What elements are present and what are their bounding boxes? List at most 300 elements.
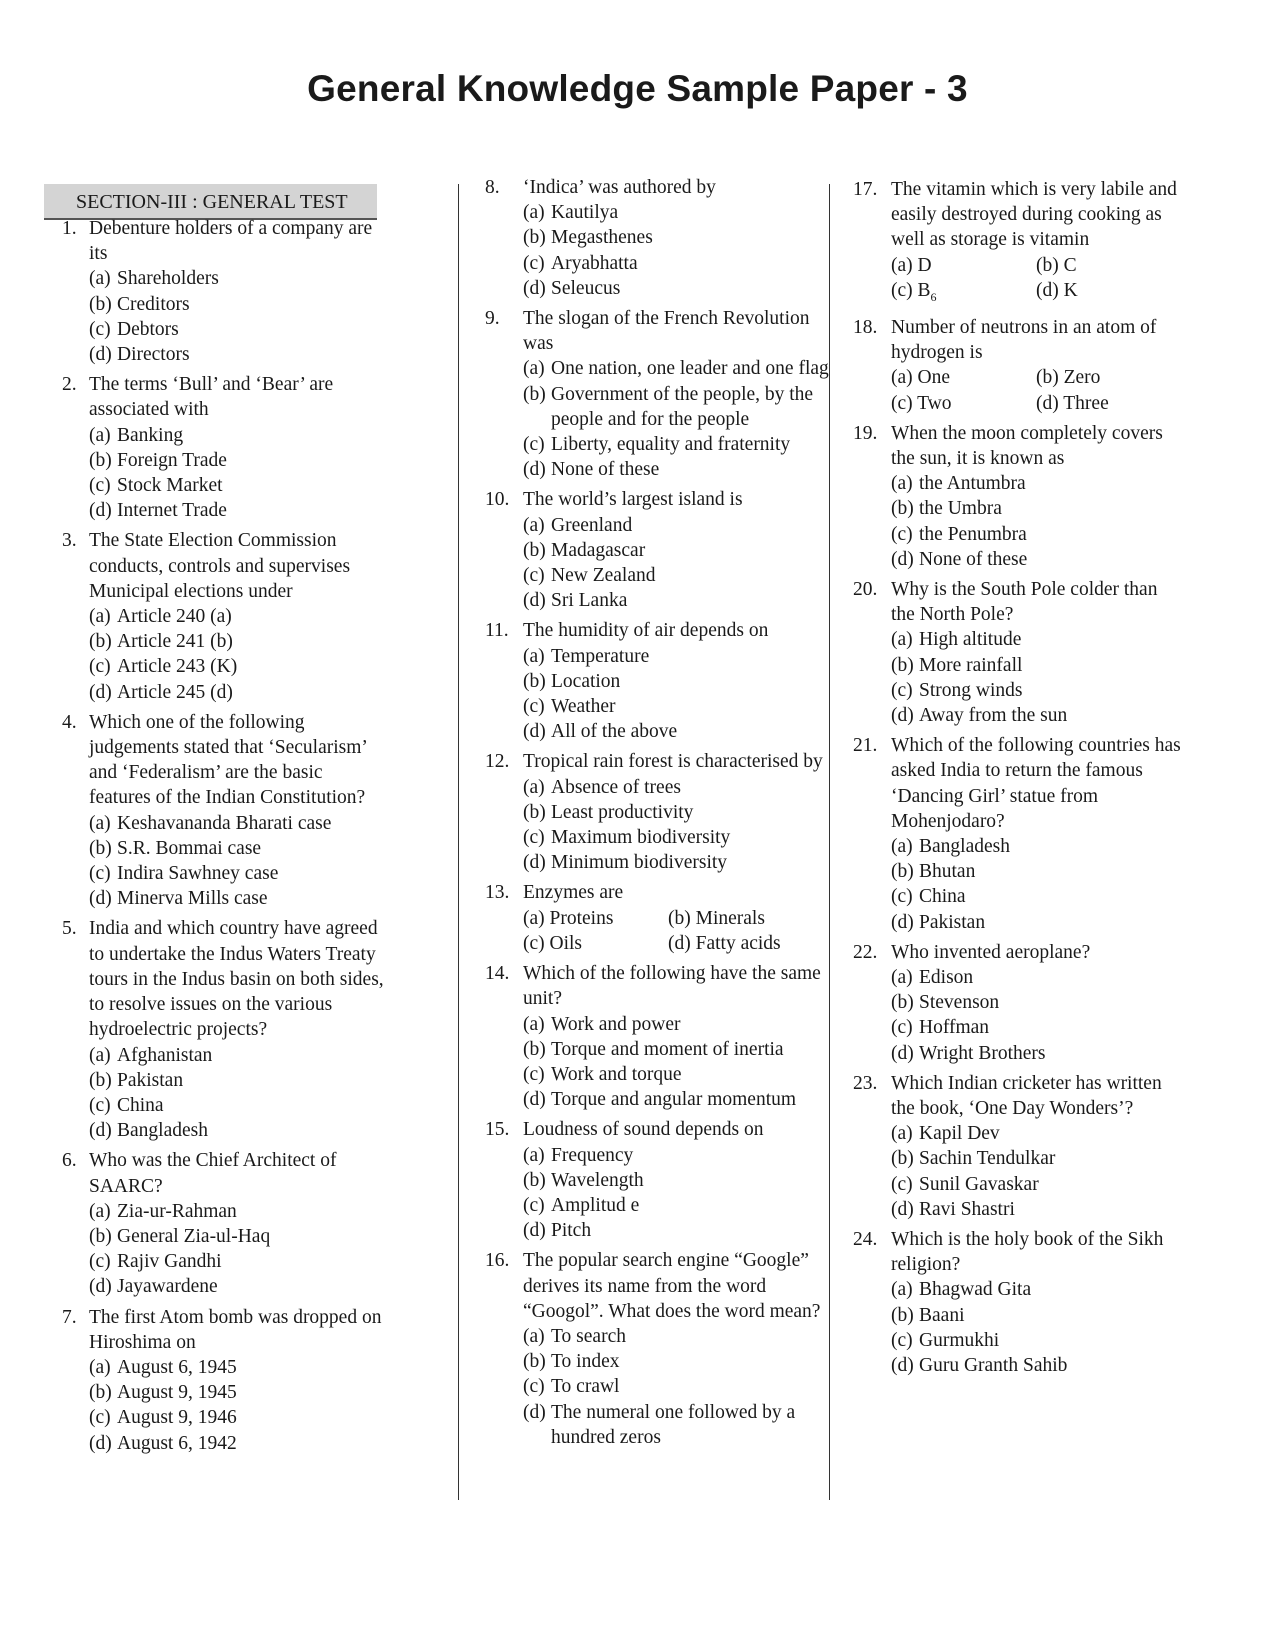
answer-option	[891, 496, 1183, 521]
answer-option	[89, 680, 384, 705]
option-label: (a)	[523, 776, 545, 798]
question-number: 22.	[853, 941, 878, 963]
answer-option	[891, 678, 1183, 703]
question-text: Why is the South Pole colder than the North Pole?	[891, 578, 1158, 626]
answer-option	[523, 1037, 830, 1062]
question-number: 6.	[62, 1150, 77, 1172]
answer-option	[89, 811, 384, 836]
option-text: Banking	[117, 424, 184, 446]
question-text: The humidity of air depends on	[523, 620, 769, 642]
question-9	[485, 306, 830, 482]
question-number: 15.	[485, 1119, 510, 1141]
page-title: General Knowledge Sample Paper - 3	[307, 68, 968, 109]
answer-option	[523, 356, 830, 381]
option-label: (a)	[89, 268, 111, 290]
answer-option	[891, 703, 1183, 728]
option-text: Zia-ur-Rahman	[117, 1200, 237, 1222]
option-text: Creditors	[117, 293, 190, 315]
option-label: (c)	[89, 863, 111, 885]
answer-option	[523, 694, 830, 719]
option-label: (b)	[523, 1351, 546, 1373]
answer-option: (d) K	[1036, 279, 1078, 301]
option-text: Seleucus	[551, 277, 621, 299]
option-text: Work and power	[551, 1013, 681, 1035]
option-label: (b)	[891, 498, 914, 520]
answer-option: (b) Zero	[1036, 367, 1101, 389]
question-text: Which of the following countries has asked India to return the famous ‘Dancing Girl’ statue from Mohenjodaro?	[891, 735, 1181, 832]
question-number: 7.	[62, 1306, 77, 1328]
section-header: SECTION-III : GENERAL TEST	[44, 184, 377, 220]
question-text: The first Atom bomb was dropped on Hiroshima on	[89, 1306, 382, 1353]
option-text: Jayawardene	[117, 1276, 218, 1298]
answer-option	[891, 834, 1183, 859]
option-text: Megasthenes	[551, 227, 653, 249]
option-label: (a)	[89, 812, 111, 834]
question-text: The popular search engine “Google” derives its name from the word “Googol”. What does the word mean?	[523, 1250, 821, 1322]
option-text: China	[117, 1094, 164, 1116]
answer-option	[89, 1224, 384, 1249]
question-22	[853, 940, 1183, 1066]
answer-option	[523, 669, 830, 694]
option-label: (a)	[89, 1200, 111, 1222]
question-text: Who was the Chief Architect of SAARC?	[89, 1150, 337, 1197]
answer-option	[523, 563, 830, 588]
answer-option	[89, 604, 384, 629]
option-text: Directors	[117, 344, 190, 366]
option-text: General Zia-ul-Haq	[117, 1225, 271, 1247]
option-label: (c)	[891, 679, 913, 701]
option-label: (d)	[523, 459, 546, 481]
answer-option	[891, 1172, 1183, 1197]
option-label: (c)	[523, 1063, 545, 1085]
answer-option	[891, 1146, 1183, 1171]
option-text: Work and torque	[551, 1063, 682, 1085]
answer-option	[89, 1199, 384, 1224]
option-text: Baani	[919, 1304, 965, 1326]
question-15	[485, 1117, 830, 1243]
answer-option	[89, 423, 384, 448]
answer-option: (c) Two	[891, 392, 952, 414]
answer-option	[891, 990, 1183, 1015]
option-label: (c)	[891, 886, 913, 908]
answer-option	[89, 629, 384, 654]
question-text: Loudness of sound depends on	[523, 1119, 764, 1141]
option-label: (c)	[523, 696, 545, 718]
option-label: (b)	[89, 449, 112, 471]
question-spacer	[485, 1450, 830, 1455]
option-text: None of these	[919, 548, 1028, 570]
answer-option	[523, 382, 830, 432]
option-text: the Antumbra	[919, 473, 1026, 495]
option-text: Guru Granth Sahib	[919, 1355, 1068, 1377]
option-label: (a)	[523, 645, 545, 667]
question-text: The terms ‘Bull’ and ‘Bear’ are associated with	[89, 374, 334, 421]
option-text: August 6, 1945	[117, 1356, 237, 1378]
question-10	[485, 487, 830, 613]
option-text: Indira Sawhney case	[117, 863, 279, 885]
answer-option	[891, 859, 1183, 884]
column-divider	[458, 184, 459, 1500]
answer-option: (b) Minerals	[668, 907, 765, 929]
option-label: (c)	[89, 656, 111, 678]
answer-option	[891, 1353, 1183, 1378]
question-number: 21.	[853, 735, 878, 757]
option-text: Away from the sun	[919, 704, 1068, 726]
question-number: 5.	[62, 918, 77, 940]
answer-option-row	[891, 391, 1183, 416]
answer-option	[523, 251, 830, 276]
option-label: (b)	[891, 1304, 914, 1326]
answer-option	[89, 1249, 384, 1274]
option-label: (a)	[523, 202, 545, 224]
option-label: (d)	[523, 721, 546, 743]
option-text: Article 241 (b)	[117, 631, 233, 653]
option-text: Kautilya	[551, 202, 619, 224]
column-2	[485, 175, 830, 1455]
option-text: Afghanistan	[117, 1044, 213, 1066]
option-label: (a)	[523, 1013, 545, 1035]
question-text: ‘Indica’ was authored by	[523, 177, 716, 198]
option-label: (a)	[523, 358, 545, 380]
option-text: Least productivity	[551, 801, 694, 823]
question-number: 2.	[62, 374, 77, 396]
question-text: India and which country have agreed to undertake the Indus Waters Treaty tours in the Indus basin on both sides, to resolve issues on the various hydroelectric projects?	[89, 918, 384, 1041]
question-text: Debenture holders of a company are its	[89, 218, 373, 265]
question-number: 18.	[853, 316, 878, 338]
option-text: Liberty, equality and fraternity	[551, 434, 791, 456]
option-label: (c)	[891, 1173, 913, 1195]
option-text: Wright Brothers	[919, 1042, 1046, 1064]
answer-option	[523, 200, 830, 225]
answer-option	[891, 884, 1183, 909]
option-text: Debtors	[117, 318, 179, 340]
option-text: Torque and moment of inertia	[551, 1038, 784, 1060]
answer-option	[89, 1043, 384, 1068]
answer-option	[89, 1380, 384, 1405]
option-label: (c)	[523, 1194, 545, 1216]
option-label: (c)	[523, 252, 545, 274]
option-label: (b)	[89, 1382, 112, 1404]
option-label: (b)	[523, 670, 546, 692]
answer-option	[523, 850, 830, 875]
option-text: Shareholders	[117, 268, 219, 290]
answer-option	[89, 1068, 384, 1093]
option-label: (d)	[523, 1089, 546, 1111]
column-3	[853, 177, 1183, 1383]
question-text: Tropical rain forest is characterised by	[523, 751, 823, 773]
option-label: (d)	[89, 1432, 112, 1454]
question-number: 1.	[62, 218, 77, 239]
option-label: (b)	[523, 539, 546, 561]
answer-option	[89, 1355, 384, 1380]
option-label: (d)	[523, 590, 546, 612]
option-text: Hoffman	[919, 1017, 990, 1039]
answer-option	[523, 588, 830, 613]
option-label: (b)	[523, 801, 546, 823]
question-number: 16.	[485, 1250, 510, 1272]
answer-option	[523, 1324, 830, 1349]
option-text: Stock Market	[117, 475, 223, 497]
answer-option	[891, 653, 1183, 678]
answer-option	[523, 775, 830, 800]
answer-option	[523, 1143, 830, 1168]
option-text: Article 245 (d)	[117, 681, 233, 703]
question-text: The vitamin which is very labile and easily destroyed during cooking as well as storage is vitamin	[891, 179, 1177, 251]
option-text: The numeral one followed by a hundred zeros	[551, 1401, 796, 1448]
option-label: (d)	[89, 1120, 112, 1142]
option-text: Minerva Mills case	[117, 888, 268, 910]
answer-option	[891, 1277, 1183, 1302]
option-label: (d)	[891, 1355, 914, 1377]
answer-option	[523, 1349, 830, 1374]
option-text: None of these	[551, 459, 660, 481]
option-label: (d)	[89, 888, 112, 910]
answer-option	[89, 886, 384, 911]
answer-option	[891, 1041, 1183, 1066]
option-label: (b)	[523, 1169, 546, 1191]
option-text: To search	[551, 1325, 626, 1347]
answer-option	[89, 654, 384, 679]
answer-option	[89, 1431, 384, 1456]
question-24	[853, 1227, 1183, 1378]
option-text: Amplitud e	[551, 1194, 640, 1216]
option-text: Article 240 (a)	[117, 606, 232, 628]
option-label: (d)	[89, 500, 112, 522]
option-label: (b)	[89, 1069, 112, 1091]
question-7	[62, 1305, 384, 1456]
option-text: Frequency	[551, 1144, 634, 1166]
question-13	[485, 880, 830, 956]
question-number: 11.	[485, 620, 509, 642]
question-number: 23.	[853, 1072, 878, 1094]
answer-option	[523, 457, 830, 482]
question-number: 8.	[485, 177, 500, 198]
option-text: One nation, one leader and one flag	[551, 358, 829, 380]
option-label: (a)	[891, 1279, 913, 1301]
option-text: Sri Lanka	[551, 590, 628, 612]
option-text: To crawl	[551, 1376, 620, 1398]
answer-option	[89, 1118, 384, 1143]
option-label: (c)	[523, 565, 545, 587]
question-text: Who invented aeroplane?	[891, 941, 1091, 963]
answer-option	[89, 498, 384, 523]
question-4	[62, 710, 384, 912]
option-text: August 6, 1942	[117, 1432, 237, 1454]
question-text: Enzymes are	[523, 882, 624, 904]
option-text: Minimum biodiversity	[551, 852, 728, 874]
option-label: (c)	[89, 1251, 111, 1273]
option-text: China	[919, 886, 966, 908]
option-text: More rainfall	[919, 654, 1023, 676]
option-label: (b)	[523, 1038, 546, 1060]
question-14	[485, 961, 830, 1112]
option-text: Foreign Trade	[117, 449, 227, 471]
option-text: Strong winds	[919, 679, 1023, 701]
option-label: (d)	[891, 548, 914, 570]
answer-option: (c) Oils	[523, 932, 583, 954]
column-1	[62, 216, 384, 1461]
question-text: Which of the following have the same unit?	[523, 963, 821, 1010]
question-text: The world’s largest island is	[523, 489, 743, 511]
question-21	[853, 733, 1183, 935]
answer-option	[891, 1303, 1183, 1328]
option-label: (b)	[89, 837, 112, 859]
question-17	[853, 177, 1183, 310]
option-label: (d)	[523, 1401, 546, 1423]
option-label: (d)	[891, 704, 914, 726]
subscript: 6	[930, 289, 937, 304]
option-text: Article 243 (K)	[117, 656, 238, 678]
answer-option-row	[891, 365, 1183, 390]
option-text: Edison	[919, 966, 974, 988]
option-text: the Umbra	[919, 498, 1002, 520]
answer-option	[523, 719, 830, 744]
question-number: 20.	[853, 578, 878, 600]
option-label: (a)	[891, 835, 913, 857]
answer-option-row	[523, 931, 830, 956]
answer-option	[89, 342, 384, 367]
answer-option	[89, 1405, 384, 1430]
option-text: Pitch	[551, 1220, 592, 1242]
option-label: (b)	[89, 1225, 112, 1247]
question-18	[853, 315, 1183, 416]
option-text: the Penumbra	[919, 523, 1027, 545]
question-text: The State Election Commission conducts, controls and supervises Municipal elections under	[89, 530, 351, 602]
option-label: (d)	[891, 1198, 914, 1220]
option-label: (d)	[523, 1220, 546, 1242]
option-label: (c)	[523, 1376, 545, 1398]
answer-option	[523, 276, 830, 301]
option-label: (b)	[523, 227, 546, 249]
answer-option	[891, 522, 1183, 547]
answer-option	[891, 1197, 1183, 1222]
question-23	[853, 1071, 1183, 1222]
option-text: August 9, 1946	[117, 1407, 237, 1429]
answer-option	[89, 473, 384, 498]
question-number: 9.	[485, 308, 500, 330]
option-text: Keshavananda Bharati case	[117, 812, 332, 834]
question-text: Which Indian cricketer has written the book, ‘One Day Wonders’?	[891, 1072, 1162, 1119]
question-number: 13.	[485, 882, 510, 904]
answer-option: (d) Three	[1036, 392, 1109, 414]
answer-option	[89, 292, 384, 317]
answer-option	[523, 432, 830, 457]
answer-option	[89, 861, 384, 886]
option-label: (a)	[89, 424, 111, 446]
option-text: Bhutan	[919, 861, 976, 883]
question-19	[853, 421, 1183, 572]
question-number: 12.	[485, 751, 510, 773]
option-label: (d)	[523, 277, 546, 299]
answer-option	[523, 825, 830, 850]
question-8	[485, 175, 830, 301]
option-label: (d)	[523, 852, 546, 874]
answer-option	[89, 836, 384, 861]
option-text: Temperature	[551, 645, 650, 667]
option-label: (a)	[523, 1325, 545, 1347]
question-number: 24.	[853, 1229, 878, 1251]
option-text: Weather	[551, 696, 616, 718]
question-number: 10.	[485, 489, 510, 511]
answer-option	[523, 1374, 830, 1399]
option-text: Kapil Dev	[919, 1123, 1000, 1145]
answer-option-row	[891, 253, 1183, 278]
question-spacer	[853, 1378, 1183, 1383]
question-5	[62, 916, 384, 1143]
answer-option	[89, 317, 384, 342]
question-text: When the moon completely covers the sun, it is known as	[891, 422, 1163, 469]
question-number: 3.	[62, 530, 77, 552]
question-number: 17.	[853, 179, 878, 200]
option-text: Gurmukhi	[919, 1329, 1000, 1351]
option-text: Pakistan	[117, 1069, 184, 1091]
option-label: (a)	[891, 473, 913, 495]
question-text: Which is the holy book of the Sikh religion?	[891, 1229, 1164, 1276]
answer-option: (a) Proteins	[523, 907, 614, 929]
option-label: (b)	[89, 293, 112, 315]
answer-option: (d) Fatty acids	[668, 932, 781, 954]
answer-option: (c) $B_6$	[891, 279, 937, 304]
answer-option: (a) D	[891, 254, 932, 276]
question-number: 19.	[853, 422, 878, 444]
option-text: Bangladesh	[919, 835, 1010, 857]
option-label: (c)	[89, 475, 111, 497]
option-label: (b)	[523, 383, 546, 405]
option-label: (d)	[891, 1042, 914, 1064]
option-text: Absence of trees	[551, 776, 681, 798]
answer-option	[523, 800, 830, 825]
option-text: Sunil Gavaskar	[919, 1173, 1039, 1195]
option-label: (c)	[523, 827, 545, 849]
option-text: Rajiv Gandhi	[117, 1251, 222, 1273]
option-label: (a)	[891, 629, 913, 651]
option-label: (a)	[89, 606, 111, 628]
option-label: (d)	[89, 681, 112, 703]
option-text: Madagascar	[551, 539, 646, 561]
option-text: Location	[551, 670, 621, 692]
option-text: Pakistan	[919, 911, 986, 933]
option-text: Bangladesh	[117, 1120, 208, 1142]
option-label: (b)	[89, 631, 112, 653]
question-1	[62, 216, 384, 367]
option-label: (a)	[891, 1123, 913, 1145]
option-text: Greenland	[551, 514, 633, 536]
answer-option	[891, 910, 1183, 935]
answer-option: (a) One	[891, 367, 951, 389]
answer-option	[523, 1218, 830, 1243]
option-label: (b)	[891, 1148, 914, 1170]
answer-option	[523, 538, 830, 563]
option-label: (c)	[89, 1094, 111, 1116]
option-label: (c)	[523, 434, 545, 456]
option-label: (c)	[891, 523, 913, 545]
answer-option	[891, 1121, 1183, 1146]
answer-option: (b) C	[1036, 254, 1077, 276]
answer-option	[89, 1274, 384, 1299]
question-16	[485, 1248, 830, 1450]
answer-option	[523, 1012, 830, 1037]
option-label: (d)	[891, 911, 914, 933]
answer-option	[523, 1168, 830, 1193]
option-text: New Zealand	[551, 565, 656, 587]
question-3	[62, 528, 384, 704]
option-label: (b)	[891, 861, 914, 883]
answer-option-row	[523, 906, 830, 931]
option-text: Bhagwad Gita	[919, 1279, 1032, 1301]
option-text: Ravi Shastri	[919, 1198, 1015, 1220]
option-text: All of the above	[551, 721, 678, 743]
option-text: Stevenson	[919, 992, 1000, 1014]
